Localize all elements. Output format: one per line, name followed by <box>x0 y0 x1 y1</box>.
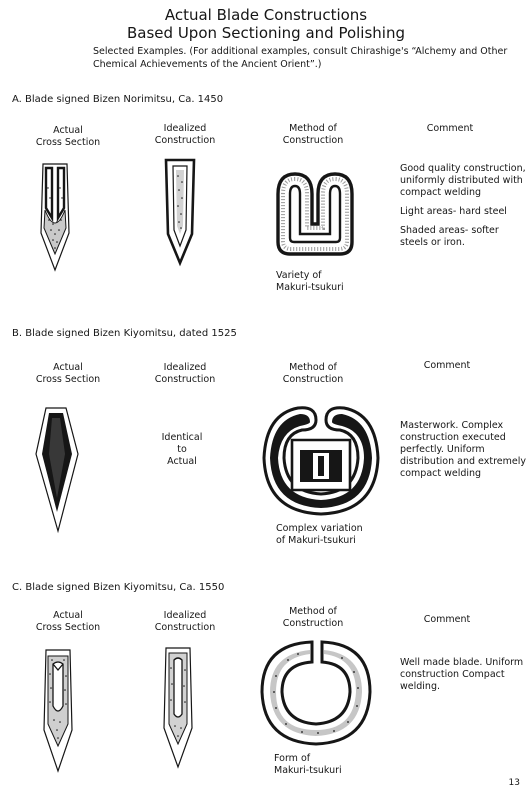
intro-text: Selected Examples. (For additional examples, consult Chirashige's “Alchemy and Other Chemical Achievements of the Ancient Orient”.) <box>93 46 508 70</box>
section-c-comment: Well made blade. Uniform construction Compact welding. <box>400 657 524 692</box>
section-b-header-idealized: Idealized Construction <box>154 362 216 385</box>
section-b-idealized-note: Identical to Actual <box>161 432 203 467</box>
page-number: 13 <box>508 778 520 788</box>
section-c-method-diagram <box>256 636 376 748</box>
section-a-header-idealized: Idealized Construction <box>154 123 216 146</box>
section-a-header-comment: Comment <box>426 123 474 134</box>
section-a-actual-cross-section <box>35 158 75 273</box>
section-c-header-actual: Actual Cross Section <box>35 610 101 633</box>
section-b-comment: Masterwork. Complex construction executed perfectly. Uniform distribution and extremely compact welding <box>400 420 526 479</box>
section-b-method-caption: Complex variation of Makuri-tsukuri <box>276 523 363 546</box>
section-b-title: B. Blade signed Bizen Kiyomitsu, dated 1525 <box>12 328 237 339</box>
section-b-actual-cross-section <box>32 404 82 534</box>
section-a-header-actual: Actual Cross Section <box>35 125 101 148</box>
section-a-idealized-construction <box>162 156 198 266</box>
section-a-title: A. Blade signed Bizen Norimitsu, Ca. 1450 <box>12 94 224 105</box>
section-b-header-method: Method of Construction <box>282 362 344 385</box>
section-c-method-caption: Form of Makuri-tsukuri <box>274 753 342 776</box>
section-b-header-comment: Comment <box>423 360 471 371</box>
section-b-method-diagram <box>258 400 384 518</box>
section-a-comment: Good quality construction, uniformly distributed with compact welding Light areas- hard steel Shaded areas- softer steels or iron. <box>400 163 526 248</box>
section-c-title: C. Blade signed Bizen Kiyomitsu, Ca. 1550 <box>12 582 225 593</box>
section-a-method-caption: Variety of Makuri-tsukuri <box>276 270 344 293</box>
section-a-header-method: Method of Construction <box>282 123 344 146</box>
page-title: Actual Blade Constructions <box>164 6 368 24</box>
section-c-actual-cross-section <box>38 644 78 774</box>
section-c-header-method: Method of Construction <box>282 606 344 629</box>
section-c-idealized-construction <box>160 644 196 770</box>
section-c-header-comment: Comment <box>423 614 471 625</box>
section-b-header-actual: Actual Cross Section <box>35 362 101 385</box>
section-a-method-diagram <box>270 166 360 258</box>
page-subtitle: Based Upon Sectioning and Polishing <box>127 24 405 42</box>
section-c-header-idealized: Idealized Construction <box>154 610 216 633</box>
